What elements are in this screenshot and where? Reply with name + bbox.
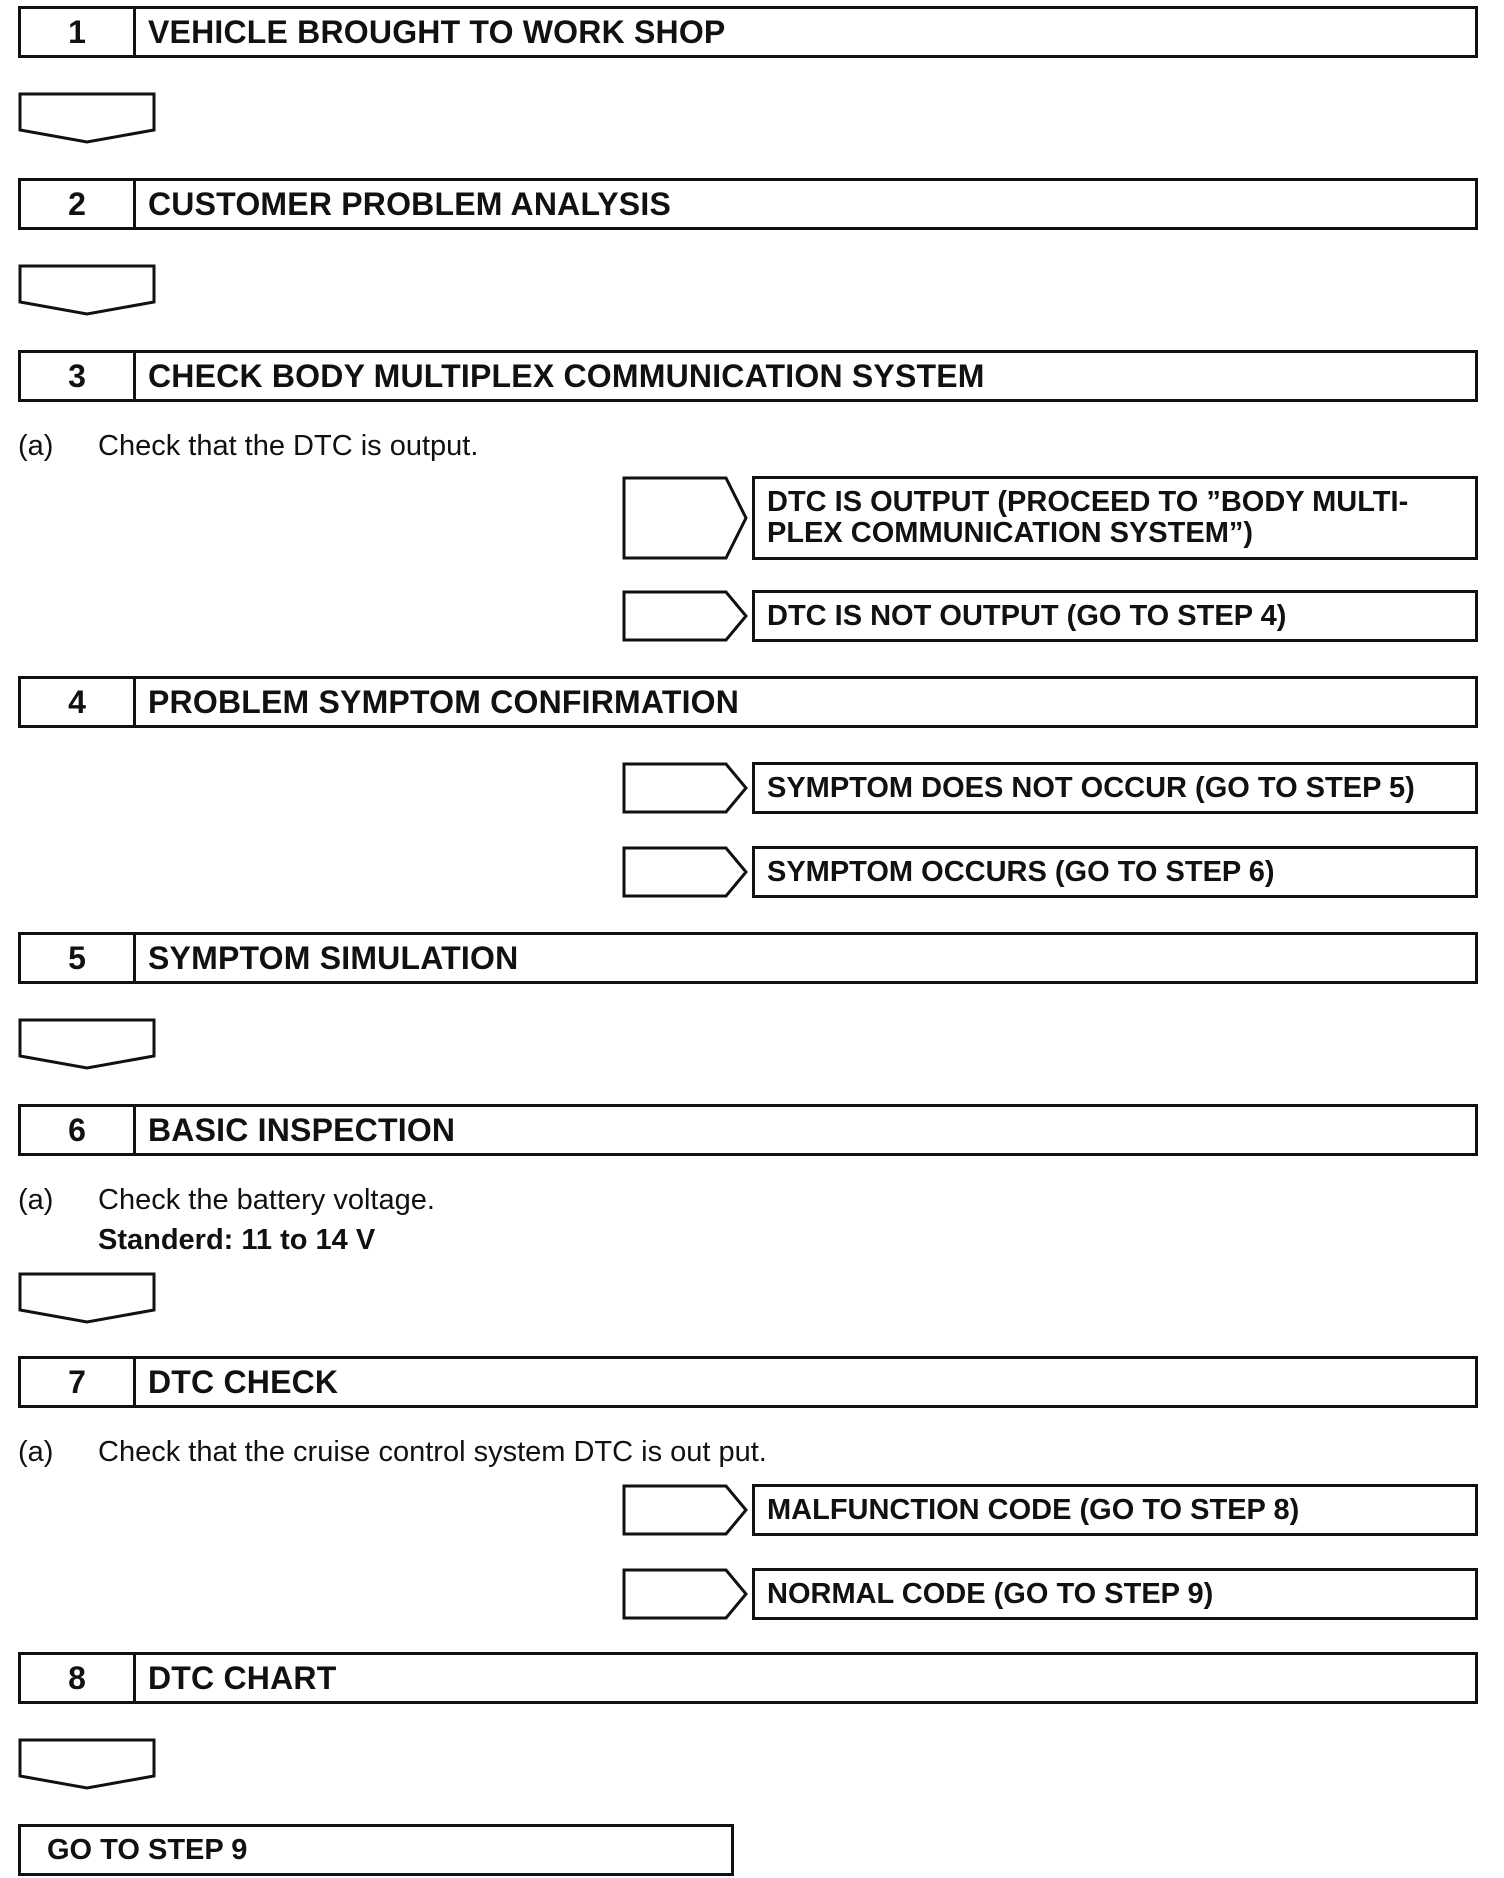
result-box-symptom-not-occur: SYMPTOM DOES NOT OCCUR (GO TO STEP 5) bbox=[752, 762, 1478, 814]
step-title: BASIC INSPECTION bbox=[148, 1111, 456, 1148]
step-number: 4 bbox=[21, 679, 136, 725]
result-text-line2: PLEX COMMUNICATION SYSTEM”) bbox=[767, 517, 1254, 549]
step-title: CHECK BODY MULTIPLEX COMMUNICATION SYSTEM bbox=[148, 357, 985, 394]
step-2-box bbox=[18, 178, 1478, 230]
right-arrow-icon bbox=[622, 846, 748, 898]
result-box-malfunction-code: MALFUNCTION CODE (GO TO STEP 8) bbox=[752, 1484, 1478, 1536]
right-arrow-icon bbox=[622, 1484, 748, 1536]
note-label: (a) bbox=[18, 1436, 54, 1468]
note-text: Check that the cruise control system DTC is out put. bbox=[98, 1436, 767, 1468]
step-number: 1 bbox=[21, 9, 136, 55]
step-4-box bbox=[18, 676, 1478, 728]
step-7-box bbox=[18, 1356, 1478, 1408]
step-title: PROBLEM SYMPTOM CONFIRMATION bbox=[148, 683, 740, 720]
step-title: CUSTOMER PROBLEM ANALYSIS bbox=[148, 185, 671, 222]
down-arrow-icon bbox=[18, 1738, 156, 1790]
step-title: DTC CHART bbox=[148, 1659, 337, 1696]
down-arrow-icon bbox=[18, 1018, 156, 1070]
note-text: Check the battery voltage. bbox=[98, 1184, 435, 1216]
step-number: 6 bbox=[21, 1107, 136, 1153]
result-text: DTC IS OUTPUT (PROCEED TO ”BODY MULTI- bbox=[767, 486, 1409, 518]
result-box-normal-code: NORMAL CODE (GO TO STEP 9) bbox=[752, 1568, 1478, 1620]
down-arrow-icon bbox=[18, 264, 156, 316]
step-1-box bbox=[18, 6, 1478, 58]
step-number: 5 bbox=[21, 935, 136, 981]
note-label: (a) bbox=[18, 1184, 54, 1216]
down-arrow-icon bbox=[18, 92, 156, 144]
down-arrow-icon bbox=[18, 1272, 156, 1324]
step-title: VEHICLE BROUGHT TO WORK SHOP bbox=[148, 13, 726, 50]
right-arrow-icon bbox=[622, 590, 748, 642]
step-6-box bbox=[18, 1104, 1478, 1156]
step-number: 7 bbox=[21, 1359, 136, 1405]
step-title: DTC CHECK bbox=[148, 1363, 339, 1400]
result-box-symptom-occurs: SYMPTOM OCCURS (GO TO STEP 6) bbox=[752, 846, 1478, 898]
right-arrow-icon bbox=[622, 1568, 748, 1620]
final-step-box: GO TO STEP 9 bbox=[18, 1824, 734, 1876]
step-8-box bbox=[18, 1652, 1478, 1704]
step-3-box bbox=[18, 350, 1478, 402]
note-label: (a) bbox=[18, 430, 54, 462]
step-number: 3 bbox=[21, 353, 136, 399]
step-title: SYMPTOM SIMULATION bbox=[148, 939, 519, 976]
step-number: 8 bbox=[21, 1655, 136, 1701]
standard-value: Standerd: 11 to 14 V bbox=[98, 1224, 376, 1256]
step-5-box bbox=[18, 932, 1478, 984]
result-box-dtc-not-output: DTC IS NOT OUTPUT (GO TO STEP 4) bbox=[752, 590, 1478, 642]
note-text: Check that the DTC is output. bbox=[98, 430, 479, 462]
right-arrow-icon bbox=[622, 476, 748, 560]
right-arrow-icon bbox=[622, 762, 748, 814]
result-box-dtc-output bbox=[752, 476, 1478, 560]
step-number: 2 bbox=[21, 181, 136, 227]
